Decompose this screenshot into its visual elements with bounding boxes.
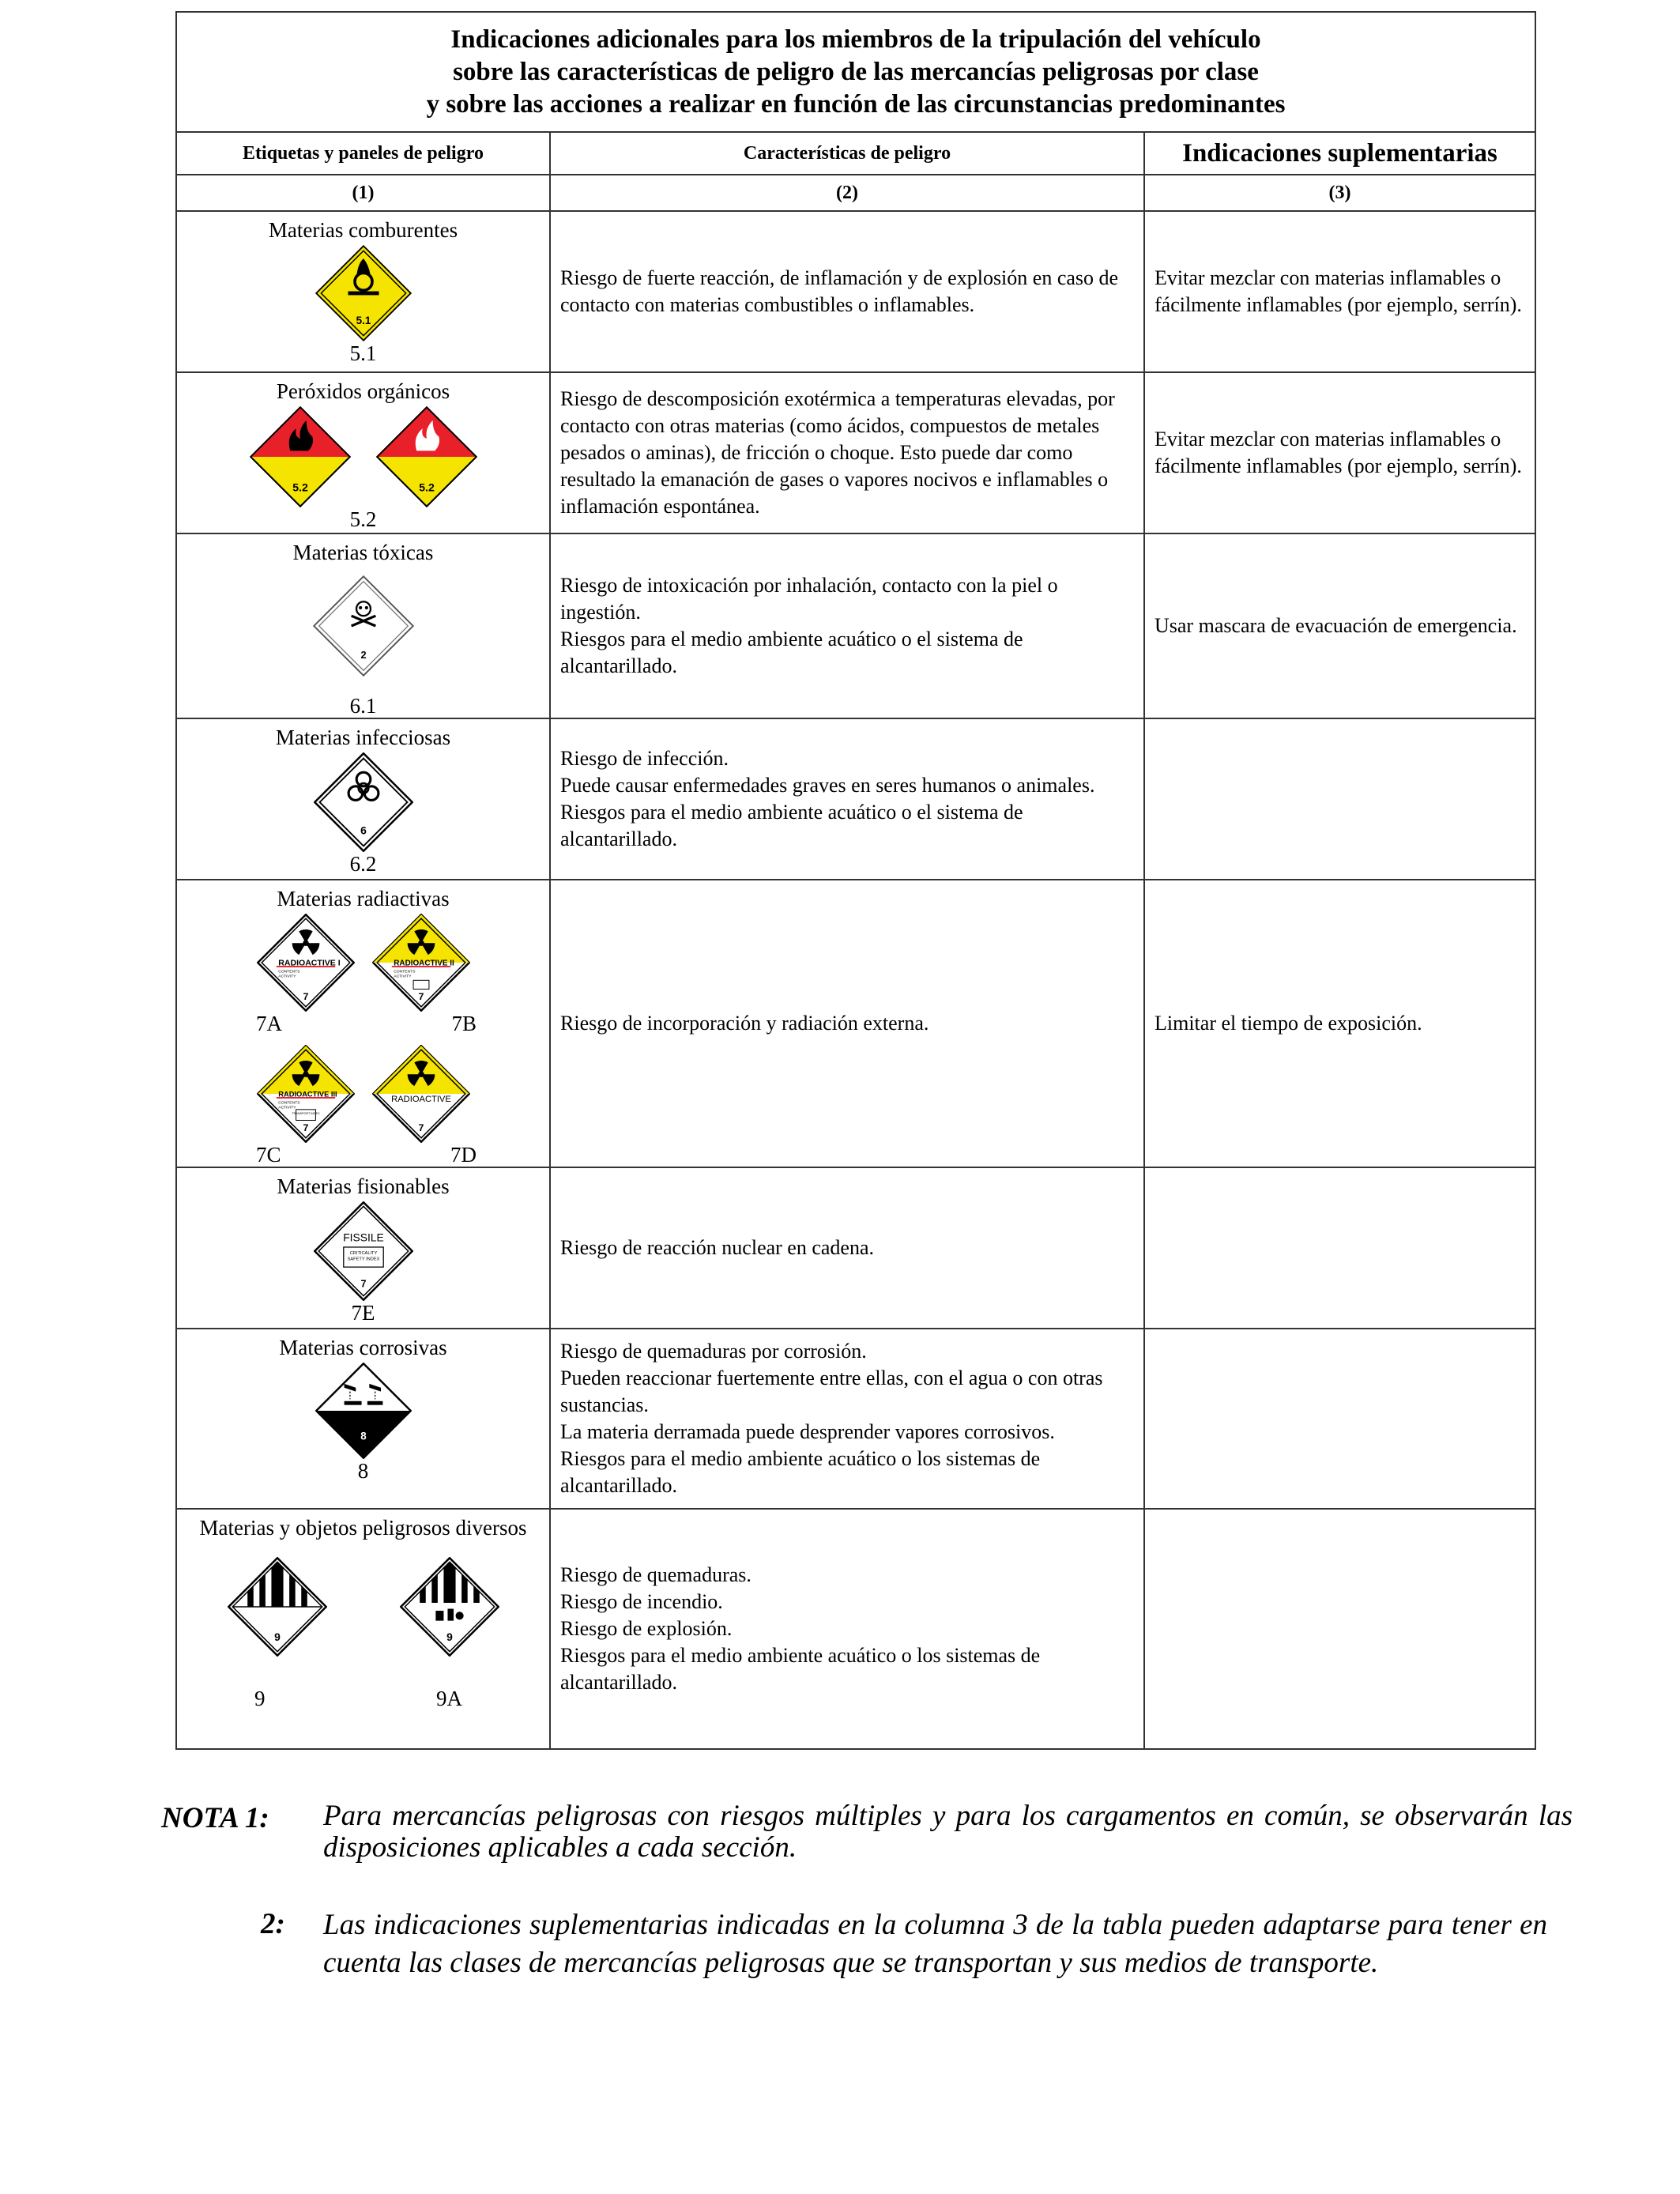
class-number: 9A [436,1687,462,1710]
icon-class-number: 7 [418,1122,424,1134]
row-label: Materias tóxicas [292,541,434,564]
column-number-1: (1) [176,175,550,211]
class-number: 5.2 [349,507,377,531]
misc-dangerous-9a-icon [400,1557,499,1657]
note-key: 2: [261,1908,285,1940]
supplementary-cell [1144,533,1535,718]
hazard-text: Puede causar enfermedades graves en seres humanos o animales. [560,774,1095,797]
icon-radioactive-label: RADIOACTIVE [390,1094,451,1104]
supplementary-cell [1144,718,1535,880]
class-number: 7B [451,1012,477,1035]
hazard-text: Riesgo de explosión. [560,1617,733,1640]
column-header-supplementary: Indicaciones suplementarias [1144,132,1535,175]
class-number: 6.2 [349,852,377,876]
hazard-cell [550,372,1144,533]
icon-criticality-label: CRITICALITY [349,1250,377,1256]
note-1 [161,1800,1573,1879]
icon-safety-index-label: SAFETY INDEX [347,1257,379,1262]
label-cell [176,718,550,880]
icon-radioactive-label: RADIOACTIVE III [277,1090,337,1099]
icon-contents-label: CONTENTS [393,970,416,974]
title-line-2: sobre las características de peligro de las mercancías peligrosas por clase [453,57,1259,86]
note-text: Las indicaciones suplementarias indicadas en la columna 3 de la tabla pueden adaptarse para tener en cuenta las clases de mercancías peligrosas que se transportan y sus medios de transporte. [323,1909,1547,1979]
radioactive-7d-icon [372,1045,470,1143]
note-2 [161,1906,1573,2017]
organic-peroxide-white-flame-icon [376,406,477,507]
class-number: 5.1 [349,341,377,365]
table-row [176,1509,1535,1749]
hazard-text: La materia derramada puede desprender vapores corrosivos. [560,1420,1055,1443]
icon-transport-index-label: TRANSPORT INDEX [291,1112,320,1116]
table-row [176,880,1535,1167]
hazard-text: Riesgo de reacción nuclear en cadena. [560,1236,875,1259]
hazard-table [175,11,1536,1750]
icon-activity-label: ACTIVITY [393,974,412,979]
label-cell [176,372,550,533]
table-row [176,211,1535,372]
supplementary-text: Evitar mezclar con materias inflamables o fácilmente inflamables (por ejemplo, serrín). [1155,428,1522,477]
class-number: 7D [450,1143,477,1167]
hazard-cell [550,211,1144,372]
icon-class-number: 5.2 [418,481,435,494]
icon-class-number: 9 [273,1630,281,1643]
icon-fissile-label: FISSILE [342,1231,384,1244]
icon-activity-label: ACTIVITY [277,1106,296,1110]
hazard-text: Riesgo de quemaduras por corrosión. [560,1340,867,1363]
row-label: Materias infecciosas [275,726,451,749]
icon-class-number: 2 [360,648,367,661]
class-number: 8 [357,1459,369,1483]
hazard-text: Pueden reaccionar fuertemente entre ellas, con el agua o con otras sustancias. [560,1367,1103,1416]
icon-class-number: 7 [418,991,424,1003]
icon-class-number: 9 [446,1630,453,1643]
hazard-cell [550,1509,1144,1749]
hazard-text: Riesgo de incendio. [560,1590,723,1613]
toxic-skull-icon [313,575,414,677]
radioactive-7c-icon [257,1045,355,1143]
label-cell [176,1329,550,1509]
hazard-text: Riesgos para el medio ambiente acuático o el sistema de alcantarillado. [560,628,1023,677]
hazard-text: Riesgo de intoxicación por inhalación, contacto con la piel o ingestión. [560,574,1058,624]
row-label: Materias corrosivas [279,1336,447,1359]
supplementary-cell [1144,1167,1535,1329]
table-title [176,12,1535,132]
icon-contents-label: CONTENTS [277,970,300,974]
hazard-text: Riesgos para el medio ambiente acuático o el sistema de alcantarillado. [560,801,1023,850]
title-line-1: Indicaciones adicionales para los miembros de la tripulación del vehículo [450,25,1261,54]
supplementary-cell [1144,211,1535,372]
supplementary-cell [1144,1509,1535,1749]
note-text: Para mercancías peligrosas con riesgos múltiples y para los cargamentos en común, se observarán las disposiciones aplicables a cada sección. [323,1800,1573,1864]
icon-class-number: 7 [303,1122,308,1134]
supplementary-cell [1144,1329,1535,1509]
biohazard-icon [314,752,413,852]
hazard-text: Riesgo de infección. [560,747,729,770]
hazard-text: Riesgo de descomposición exotérmica a temperaturas elevadas, por contacto con otras materias (como ácidos, compuestos de metales pesados o aminas), de fricción o choque. Esto puede dar como resultado la emanación de gases o vapores nocivos e inflamables o inflamación espontánea. [560,387,1115,518]
table-row [176,718,1535,880]
hazard-text: Riesgo de fuerte reacción, de inflamación y de explosión en caso de contacto con materias combustibles o inflamables. [560,266,1119,316]
radioactive-7a-icon [257,914,355,1012]
column-number-3: (3) [1144,175,1535,211]
icon-class-number: 5.2 [292,481,308,494]
icon-radioactive-label: RADIOACTIVE II [393,959,454,968]
class-number: 7E [351,1301,375,1325]
row-label: Materias fisionables [277,1174,450,1198]
column-header-hazard: Características de peligro [550,132,1144,175]
corrosive-icon [315,1363,412,1459]
class-number: 7C [256,1143,281,1167]
supplementary-text: Usar mascara de evacuación de emergencia. [1155,614,1517,637]
hazard-text: Riesgo de quemaduras. [560,1563,751,1586]
hazard-cell [550,533,1144,718]
hazard-text: Riesgos para el medio ambiente acuático o los sistemas de alcantarillado. [560,1644,1041,1694]
icon-activity-label: ACTIVITY [277,974,296,979]
note-key: NOTA 1: [161,1802,269,1834]
hazard-cell [550,1167,1144,1329]
hazard-text: Riesgo de incorporación y radiación externa. [560,1012,929,1035]
class-number: 9 [254,1687,266,1710]
label-cell [176,880,550,1167]
column-header-labels: Etiquetas y paneles de peligro [176,132,550,175]
label-cell [176,533,550,718]
misc-dangerous-9-icon [228,1557,327,1657]
icon-contents-label: CONTENTS [277,1101,300,1106]
table-row [176,372,1535,533]
class-number: 6.1 [349,694,377,718]
supplementary-cell [1144,880,1535,1167]
table-row [176,533,1535,718]
icon-radioactive-label: RADIOACTIVE I [277,958,341,968]
hazard-cell [550,880,1144,1167]
supplementary-cell [1144,372,1535,533]
icon-class-number: 8 [360,1430,367,1442]
fissile-icon [314,1201,413,1301]
class-number: 7A [256,1012,282,1035]
row-label: Peróxidos orgánicos [276,379,450,403]
column-number-2: (2) [550,175,1144,211]
row-label: Materias radiactivas [277,887,450,910]
supplementary-text: Evitar mezclar con materias inflamables o fácilmente inflamables (por ejemplo, serrín). [1155,266,1522,316]
hazard-text: Riesgos para el medio ambiente acuático o los sistemas de alcantarillado. [560,1447,1041,1497]
icon-class-number: 6 [360,824,367,837]
icon-class-number: 7 [303,991,308,1003]
oxidizer-5-1-label-icon [315,245,412,341]
table-row [176,1329,1535,1509]
radioactive-7b-icon [372,914,470,1012]
title-line-3: y sobre las acciones a realizar en función de las circunstancias predominantes [426,89,1286,119]
icon-class-number: 7 [360,1278,367,1290]
label-cell [176,1167,550,1329]
row-label: Materias y objetos peligrosos diversos [199,1516,527,1540]
label-cell [176,211,550,372]
row-label: Materias comburentes [268,218,458,242]
table-row [176,1167,1535,1329]
supplementary-text: Limitar el tiempo de exposición. [1155,1012,1422,1035]
label-cell [176,1509,550,1749]
organic-peroxide-black-flame-icon [250,406,351,507]
hazard-cell [550,1329,1144,1509]
hazard-cell [550,718,1144,880]
icon-class-number: 5.1 [356,315,371,327]
